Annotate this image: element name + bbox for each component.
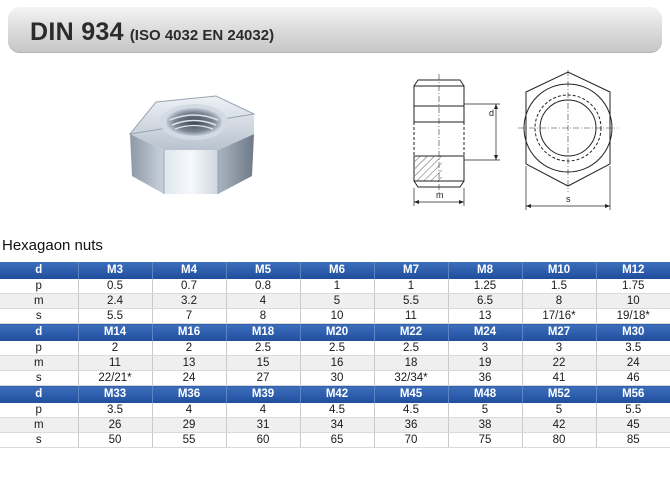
header-size-cell: M27 (522, 324, 596, 342)
table-cell: 22 (522, 356, 596, 371)
table-cell: 22/21* (78, 371, 152, 386)
header-param-cell: d (0, 324, 78, 342)
table-cell: 26 (78, 418, 152, 433)
table-cell: 4 (152, 403, 226, 418)
table-cell: 15 (226, 356, 300, 371)
table-cell: 5.5 (374, 294, 448, 309)
table-row (0, 279, 670, 294)
table-cell: 5 (448, 403, 522, 418)
table-cell: 46 (596, 371, 670, 386)
header-size-cell: M30 (596, 324, 670, 342)
table-cell: 11 (374, 309, 448, 324)
title-bar (8, 7, 662, 53)
row-param-label: s (0, 309, 78, 324)
table-cell: 65 (300, 433, 374, 448)
table-cell: 60 (226, 433, 300, 448)
table-cell: 29 (152, 418, 226, 433)
table-row (0, 371, 670, 386)
table-cell: 2 (78, 341, 152, 356)
header-size-cell: M45 (374, 386, 448, 404)
table-cell: 0.8 (226, 279, 300, 294)
section-title: Hexagaon nuts (2, 237, 103, 254)
table-cell: 10 (596, 294, 670, 309)
header-size-cell: M42 (300, 386, 374, 404)
table-cell: 3.2 (152, 294, 226, 309)
row-param-label: p (0, 279, 78, 294)
table-cell: 8 (522, 294, 596, 309)
title-main: DIN 934 (30, 18, 124, 46)
table-cell: 4 (226, 403, 300, 418)
table-cell: 2.5 (374, 341, 448, 356)
table-cell: 1.75 (596, 279, 670, 294)
table-cell: 3.5 (78, 403, 152, 418)
table-cell: 11 (78, 356, 152, 371)
table-cell: 45 (596, 418, 670, 433)
table-cell: 10 (300, 309, 374, 324)
table-cell: 1 (374, 279, 448, 294)
row-param-label: m (0, 294, 78, 309)
table-cell: 2.4 (78, 294, 152, 309)
table-cell: 0.7 (152, 279, 226, 294)
table-cell: 2 (152, 341, 226, 356)
table-cell: 2.5 (226, 341, 300, 356)
header-param-cell: d (0, 262, 78, 279)
table-cell: 2.5 (300, 341, 374, 356)
header-size-cell: M36 (152, 386, 226, 404)
table-cell: 17/16* (522, 309, 596, 324)
table-row (0, 356, 670, 371)
table-cell: 75 (448, 433, 522, 448)
table-cell: 36 (374, 418, 448, 433)
table-cell: 1.5 (522, 279, 596, 294)
table-cell: 4.5 (374, 403, 448, 418)
technical-drawing (400, 70, 630, 220)
table-row (0, 433, 670, 448)
row-param-label: m (0, 418, 78, 433)
table-cell: 1 (300, 279, 374, 294)
header-size-cell: M52 (522, 386, 596, 404)
table-cell: 34 (300, 418, 374, 433)
header-size-cell: M18 (226, 324, 300, 342)
row-param-label: p (0, 403, 78, 418)
dim-label-s: s (566, 194, 571, 204)
table-cell: 80 (522, 433, 596, 448)
table-cell: 55 (152, 433, 226, 448)
header-size-cell: M5 (226, 262, 300, 279)
spec-table (0, 262, 670, 448)
header-size-cell: M20 (300, 324, 374, 342)
table-cell: 38 (448, 418, 522, 433)
header-size-cell: M14 (78, 324, 152, 342)
table-cell: 8 (226, 309, 300, 324)
row-param-label: s (0, 433, 78, 448)
header-size-cell: M8 (448, 262, 522, 279)
page-title (30, 18, 274, 47)
table-row (0, 418, 670, 433)
header-size-cell: M48 (448, 386, 522, 404)
table-cell: 24 (596, 356, 670, 371)
table-cell: 4 (226, 294, 300, 309)
header-size-cell: M16 (152, 324, 226, 342)
header-size-cell: M39 (226, 386, 300, 404)
header-size-cell: M7 (374, 262, 448, 279)
table-cell: 18 (374, 356, 448, 371)
table-cell: 70 (374, 433, 448, 448)
hex-nut-photo (118, 76, 268, 206)
row-param-label: s (0, 371, 78, 386)
table-cell: 5 (522, 403, 596, 418)
table-cell: 42 (522, 418, 596, 433)
header-size-cell: M56 (596, 386, 670, 404)
table-header-row (0, 386, 670, 404)
table-cell: 24 (152, 371, 226, 386)
table-cell: 36 (448, 371, 522, 386)
table-cell: 13 (152, 356, 226, 371)
table-header-row (0, 324, 670, 342)
table-cell: 6.5 (448, 294, 522, 309)
header-size-cell: M12 (596, 262, 670, 279)
table-cell: 19 (448, 356, 522, 371)
header-size-cell: M24 (448, 324, 522, 342)
table-cell: 41 (522, 371, 596, 386)
header-size-cell: M22 (374, 324, 448, 342)
table-cell: 3 (522, 341, 596, 356)
table-cell: 31 (226, 418, 300, 433)
table-cell: 30 (300, 371, 374, 386)
header-size-cell: M6 (300, 262, 374, 279)
table-cell: 16 (300, 356, 374, 371)
header-size-cell: M33 (78, 386, 152, 404)
table-row (0, 403, 670, 418)
header-size-cell: M10 (522, 262, 596, 279)
table-cell: 5.5 (596, 403, 670, 418)
header-param-cell: d (0, 386, 78, 404)
table-row (0, 341, 670, 356)
header-size-cell: M4 (152, 262, 226, 279)
table-cell: 50 (78, 433, 152, 448)
header-size-cell: M3 (78, 262, 152, 279)
table-cell: 1.25 (448, 279, 522, 294)
dim-label-d: d (489, 108, 495, 118)
dim-label-m: m (436, 190, 444, 200)
table-cell: 13 (448, 309, 522, 324)
table-row (0, 294, 670, 309)
table-cell: 27 (226, 371, 300, 386)
table-cell: 7 (152, 309, 226, 324)
table-header-row (0, 262, 670, 279)
table-cell: 19/18* (596, 309, 670, 324)
table-cell: 32/34* (374, 371, 448, 386)
row-param-label: p (0, 341, 78, 356)
table-cell: 0.5 (78, 279, 152, 294)
table-cell: 3.5 (596, 341, 670, 356)
table-row (0, 309, 670, 324)
table-cell: 85 (596, 433, 670, 448)
table-cell: 5.5 (78, 309, 152, 324)
table-cell: 3 (448, 341, 522, 356)
table-cell: 4.5 (300, 403, 374, 418)
title-subtitle: (ISO 4032 EN 24032) (129, 27, 275, 44)
row-param-label: m (0, 356, 78, 371)
table-cell: 5 (300, 294, 374, 309)
